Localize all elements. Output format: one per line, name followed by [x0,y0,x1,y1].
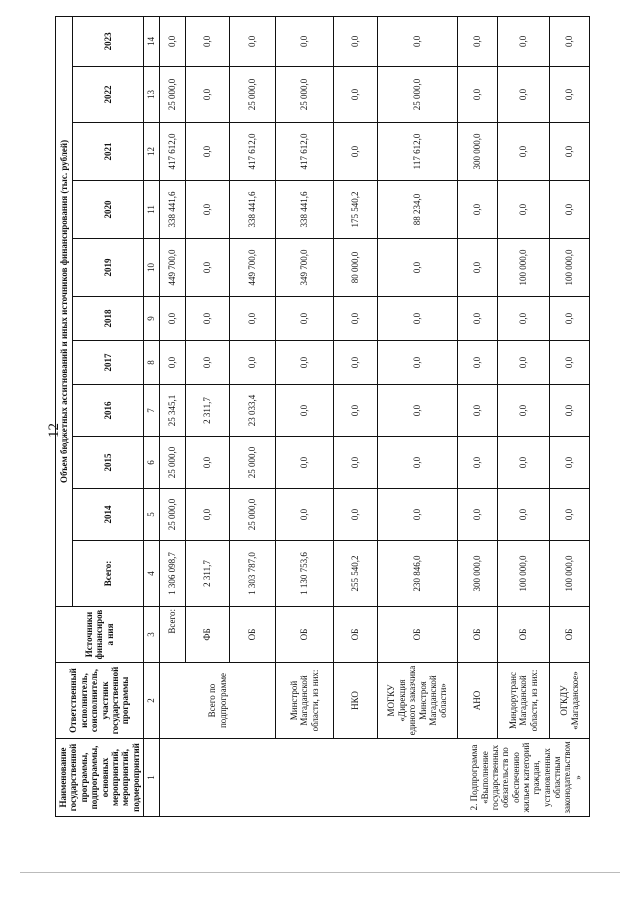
source-cell: ФБ [186,607,230,663]
page-number: 12 [46,423,62,438]
value-cell: 100 000,0 [498,239,550,297]
column-index: 2 [144,663,160,739]
value-cell: 117 612,0 [378,123,458,181]
value-cell: 417 612,0 [160,123,186,181]
header-sources: Источники финансирова ния [56,607,144,663]
value-cell: 100 000,0 [498,541,550,607]
value-cell: 0,0 [498,341,550,385]
value-cell: 0,0 [458,489,498,541]
table-row [550,16,590,816]
value-cell: 338 441,6 [160,181,186,239]
source-cell: ОБ [550,607,590,663]
value-cell: 338 441,6 [230,181,276,239]
value-cell: 0,0 [378,297,458,341]
value-cell: 25 000,0 [160,67,186,123]
executor-cell: МОГКУ «Дирекция единого заказчика Минстроя Магаданской области» [378,663,458,739]
value-cell: 25 000,0 [276,67,334,123]
value-cell: 0,0 [334,123,378,181]
column-index: 4 [144,541,160,607]
table-row [498,16,550,816]
value-cell: 0,0 [334,489,378,541]
page-bottom-rule [20,872,620,873]
value-cell: 0,0 [186,181,230,239]
value-cell: 88 234,0 [378,181,458,239]
value-cell: 0,0 [276,297,334,341]
value-cell: 25 000,0 [230,489,276,541]
executor-cell: НКО [334,663,378,739]
value-cell: 417 612,0 [230,123,276,181]
header-total: Всего: [73,541,144,607]
column-index: 12 [144,123,160,181]
header-year: 2022 [73,67,144,123]
header-year: 2015 [73,437,144,489]
column-index: 13 [144,67,160,123]
source-cell: Всего: [160,607,186,663]
value-cell: 449 700,0 [160,239,186,297]
value-cell: 0,0 [160,297,186,341]
value-cell: 0,0 [550,437,590,489]
source-cell: ОБ [498,607,550,663]
value-cell: 1 306 098,7 [160,541,186,607]
source-cell: ОБ [230,607,276,663]
value-cell: 0,0 [550,123,590,181]
value-cell: 0,0 [498,123,550,181]
value-cell: 349 700,0 [276,239,334,297]
header-year: 2021 [73,123,144,181]
executor-cell: АНО [458,663,498,739]
column-index: 6 [144,437,160,489]
value-cell: 25 345,1 [160,385,186,437]
value-cell: 0,0 [186,437,230,489]
value-cell: 100 000,0 [550,239,590,297]
value-cell: 0,0 [378,385,458,437]
value-cell: 0,0 [276,437,334,489]
table-row [334,16,378,816]
value-cell: 0,0 [458,16,498,66]
value-cell: 0,0 [276,341,334,385]
value-cell: 23 033,4 [230,385,276,437]
executor-cell: Миндорутранс Магаданской области, из них: [498,663,550,739]
table-row [458,16,498,816]
value-cell: 0,0 [186,341,230,385]
header-year: 2023 [73,16,144,66]
column-index: 14 [144,16,160,66]
value-cell: 0,0 [458,437,498,489]
value-cell: 0,0 [334,437,378,489]
value-cell: 0,0 [498,385,550,437]
value-cell: 230 846,0 [378,541,458,607]
value-cell: 0,0 [378,489,458,541]
header-year: 2019 [73,239,144,297]
value-cell: 0,0 [230,16,276,66]
value-cell: 449 700,0 [230,239,276,297]
column-index: 1 [144,739,160,817]
value-cell: 0,0 [186,489,230,541]
column-index: 11 [144,181,160,239]
value-cell: 0,0 [334,67,378,123]
value-cell: 25 000,0 [160,489,186,541]
value-cell: 25 000,0 [160,437,186,489]
value-cell: 300 000,0 [458,123,498,181]
value-cell: 25 000,0 [378,67,458,123]
value-cell: 0,0 [550,297,590,341]
value-cell: 0,0 [550,385,590,437]
value-cell: 0,0 [334,297,378,341]
value-cell: 1 130 753,6 [276,541,334,607]
source-cell: ОБ [276,607,334,663]
executor-cell: ОГКДУ «Магаданское» [550,663,590,739]
value-cell: 0,0 [550,16,590,66]
value-cell: 0,0 [160,341,186,385]
header-year: 2017 [73,341,144,385]
value-cell: 0,0 [498,437,550,489]
value-cell: 0,0 [498,16,550,66]
value-cell: 0,0 [186,67,230,123]
table-row [160,16,186,816]
column-index: 3 [144,607,160,663]
value-cell: 0,0 [550,67,590,123]
value-cell: 2 311,7 [186,385,230,437]
table-row [276,16,334,816]
funding-table [55,16,590,817]
column-index: 9 [144,297,160,341]
value-cell: 175 540,2 [334,181,378,239]
value-cell: 0,0 [498,297,550,341]
value-cell: 0,0 [186,16,230,66]
value-cell: 0,0 [276,489,334,541]
value-cell: 0,0 [550,489,590,541]
value-cell: 0,0 [378,341,458,385]
value-cell: 0,0 [458,239,498,297]
value-cell: 300 000,0 [458,541,498,607]
value-cell: 80 000,0 [334,239,378,297]
header-year: 2020 [73,181,144,239]
source-cell: ОБ [378,607,458,663]
value-cell: 25 000,0 [230,437,276,489]
value-cell: 1 303 787,0 [230,541,276,607]
executor-cell: Минстрой Магаданской области, из них: [276,663,334,739]
value-cell: 0,0 [458,67,498,123]
value-cell: 0,0 [378,239,458,297]
value-cell: 0,0 [378,16,458,66]
header-year: 2014 [73,489,144,541]
value-cell: 0,0 [458,181,498,239]
header-funding-title: Объем бюджетных ассигнований и иных источников финансирования (тыс. рублей) [56,16,73,606]
value-cell: 0,0 [276,16,334,66]
value-cell: 100 000,0 [550,541,590,607]
subprogram-name: 2. Подпрограмма «Выполнение государственных обязательств по обеспечению жильем категорий граждан, установленных областным законодательством» [160,739,590,817]
value-cell: 0,0 [458,341,498,385]
value-cell: 0,0 [160,16,186,66]
rotated-table-wrapper [55,17,638,817]
header-year: 2016 [73,385,144,437]
value-cell: 0,0 [186,297,230,341]
value-cell: 0,0 [230,297,276,341]
value-cell: 0,0 [230,341,276,385]
value-cell: 0,0 [458,297,498,341]
value-cell: 0,0 [498,67,550,123]
header-executor: Ответственный исполнитель, соисполнитель, участник государственной программы [56,663,144,739]
value-cell: 0,0 [186,239,230,297]
value-cell: 0,0 [458,385,498,437]
value-cell: 0,0 [186,123,230,181]
value-cell: 0,0 [550,341,590,385]
value-cell: 417 612,0 [276,123,334,181]
value-cell: 0,0 [550,181,590,239]
value-cell: 0,0 [334,385,378,437]
value-cell: 255 540,2 [334,541,378,607]
value-cell: 0,0 [334,341,378,385]
value-cell: 0,0 [334,16,378,66]
table-row [378,16,458,816]
value-cell: 338 441,6 [276,181,334,239]
value-cell: 25 000,0 [230,67,276,123]
column-index: 7 [144,385,160,437]
column-index: 5 [144,489,160,541]
value-cell: 0,0 [378,437,458,489]
column-index: 10 [144,239,160,297]
value-cell: 2 311,7 [186,541,230,607]
value-cell: 0,0 [276,385,334,437]
header-year: 2018 [73,297,144,341]
value-cell: 0,0 [498,181,550,239]
source-cell: ОБ [458,607,498,663]
value-cell: 0,0 [498,489,550,541]
header-name: Наименование государственной программы, подпрограммы, основных мероприятий, мероприятий, подмероприятий [56,739,144,817]
executor-cell: Всего по подпрограмме [160,663,276,739]
column-index: 8 [144,341,160,385]
source-cell: ОБ [334,607,378,663]
